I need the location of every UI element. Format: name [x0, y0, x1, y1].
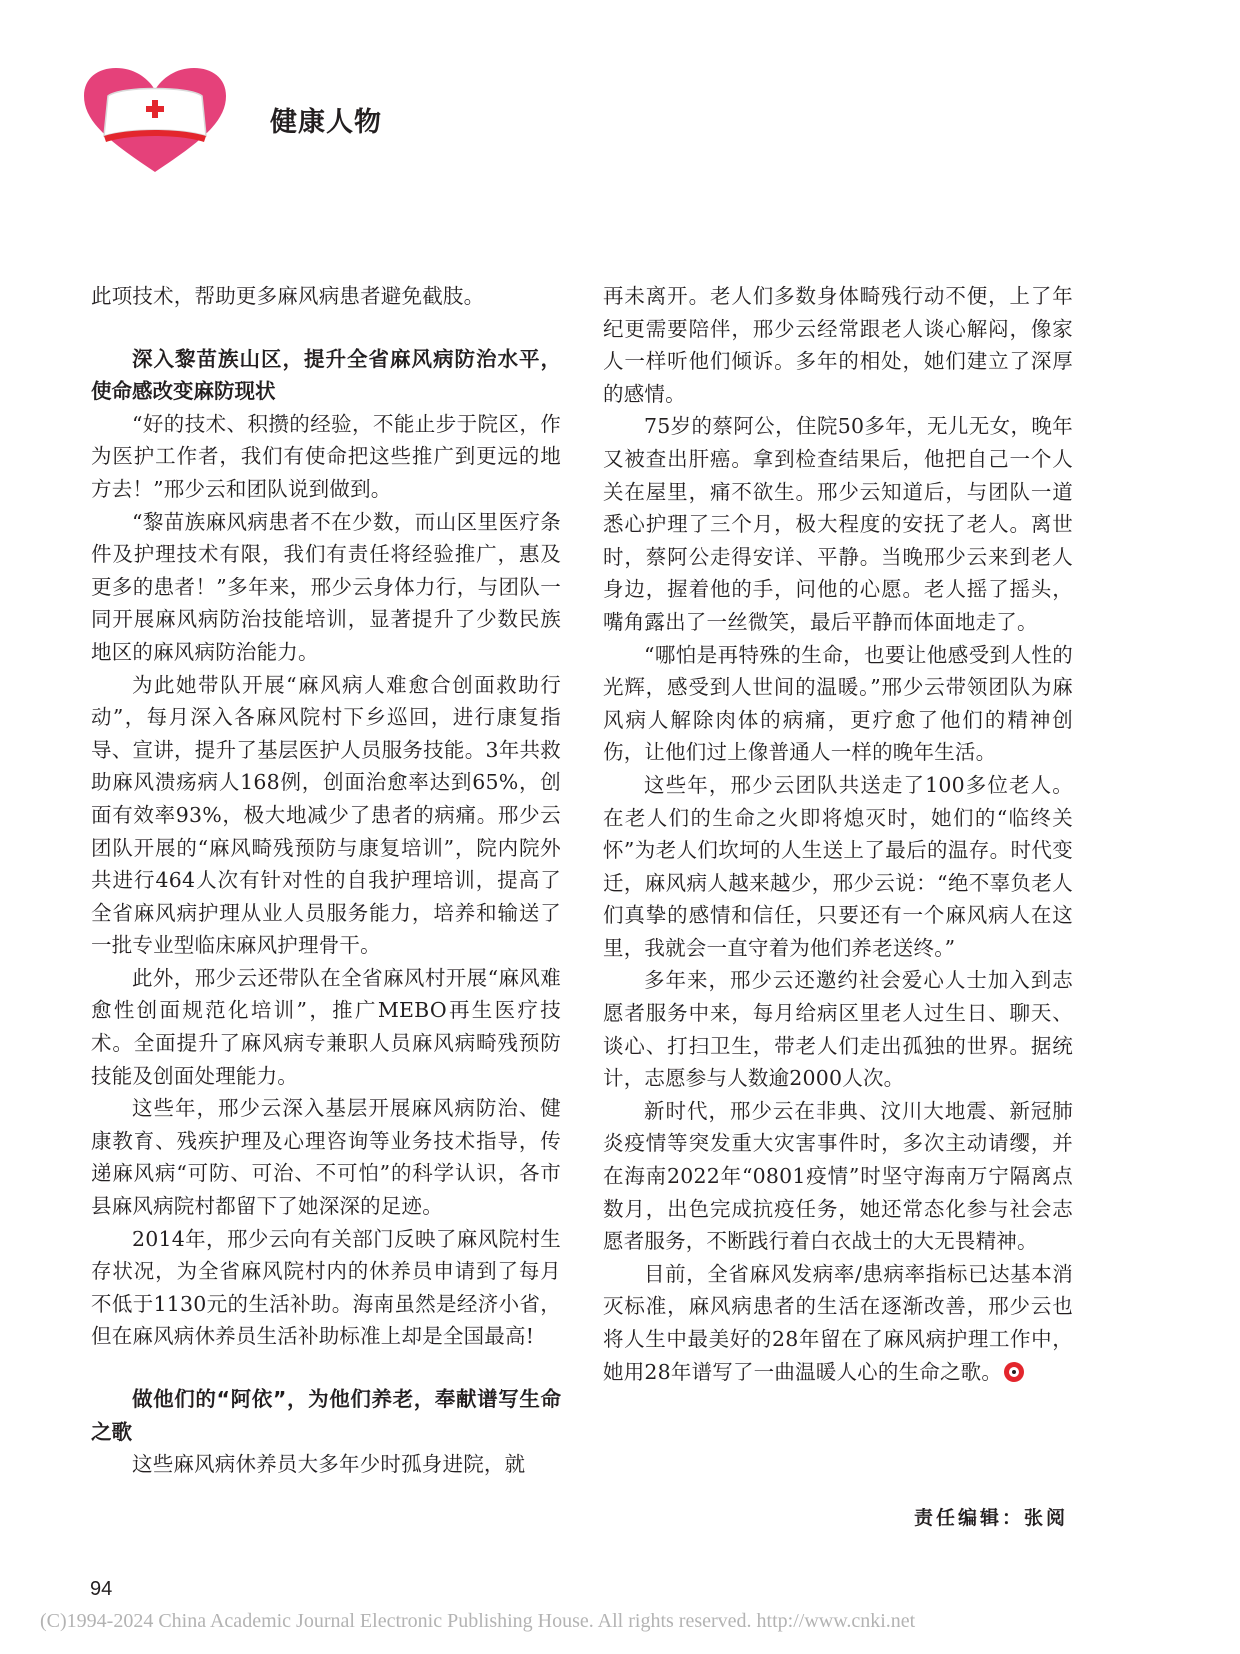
paragraph: 多年来，邢少云还邀约社会爱心人士加入到志愿者服务中来，每月给病区里老人过生日、聊天、谈心、打扫卫生，带老人们走出孤独的世界。据统计，志愿参与人数逾2000人次。	[603, 968, 1073, 1091]
paragraph: “哪怕是再特殊的生命，也要让他感受到人性的光辉，感受到人世间的温暖。”邢少云带领团队为麻风病人解除肉体的病痛，更疗愈了他们的精神创伤，让他们过上像普通人一样的晚年生活。	[603, 642, 1073, 765]
paragraph: 再未离开。老人们多数身体畸残行动不便，上了年纪更需要陪伴，邢少云经常跟老人谈心解闷，像家人一样听他们倾诉。多年的相处，她们建立了深厚的感情。	[603, 284, 1073, 406]
paragraph: 这些年，邢少云深入基层开展麻风病防治、健康教育、残疾护理及心理咨询等业务技术指导，传递麻风病“可防、可治、不可怕”的科学认识，各市县麻风病院村都留下了她深深的足迹。	[91, 1096, 561, 1219]
paragraph: 此项技术，帮助更多麻风病患者避免截肢。	[91, 284, 485, 308]
subheading: 做他们的“阿依”，为他们养老，奉献谱写生命之歌	[91, 1387, 561, 1444]
paragraph: 这些麻风病休养员大多年少时孤身进院，就	[132, 1452, 526, 1477]
responsible-editor: 责任编辑：张阅	[913, 1507, 1068, 1529]
paragraph: 75岁的蔡阿公，住院50多年，无儿无女，晚年又被查出肝癌。拿到检查结果后，他把自己一个人关在屋里，痛不欲生。邢少云知道后，与团队一道悉心护理了三个月，极大程度的安抚了老人。离世时，蔡阿公走得安详、平静。当晚邢少云来到老人身边，握着他的手，问他的心愿。老人摇了摇头，嘴角露出了一丝微笑，最后平静而体面地走了。	[603, 414, 1073, 634]
section-title: 健康人物	[270, 107, 382, 138]
subheading: 深入黎苗族山区，提升全省麻风病防治水平，使命感改变麻防现状	[91, 346, 561, 404]
paragraph: “好的技术、积攒的经验，不能止步于院区，作为医护工作者，我们有使命把这些推广到更远的地方去！”邢少云和团队说到做到。	[91, 411, 561, 501]
paragraph: 此外，邢少云还带队在全省麻风村开展“麻风难愈性创面规范化培训”，推广MEBO再生医疗技术。全面提升了麻风病专兼职人员麻风病畸残预防技能及创面处理能力。	[91, 965, 561, 1088]
section-gap	[91, 1353, 561, 1383]
end-of-article-icon	[1004, 1362, 1024, 1382]
paragraph: 2014年，邢少云向有关部门反映了麻风院村生存状况，为全省麻风院村内的休养员申请到了每月不低于1130元的生活补助。海南虽然是经济小省，但在麻风病休养员生活补助标准上却是全国最高!	[91, 1226, 561, 1349]
paragraph: 为此她带队开展“麻风病人难愈合创面救助行动”，每月深入各麻风院村下乡巡回，进行康复指导、宣讲，提升了基层医护人员服务技能。3年共救助麻风溃疡病人168例，创面治愈率达到65%，创面有效率93%，极大地减少了患者的病痛。邢少云团队开展的“麻风畸残预防与康复培训”，院内院外共进行464人次有针对性的自我护理培训，提高了全省麻风病护理从业人员服务能力，培养和输送了一批专业型临床麻风护理骨干。	[91, 672, 561, 958]
heart-nurse-cap-logo	[80, 66, 230, 178]
section-gap	[91, 313, 561, 343]
article-column-left	[91, 280, 561, 1481]
page-number: 94	[90, 1578, 113, 1600]
paragraph: 目前，全省麻风发病率/患病率指标已达基本消灭标准，麻风病患者的生活在逐渐改善，邢少云也将人生中最美好的28年留在了麻风病护理工作中，她用28年谱写了一曲温暖人心的生命之歌。	[603, 1261, 1073, 1384]
paragraph: “黎苗族麻风病患者不在少数，而山区里医疗条件及护理技术有限，我们有责任将经验推广，惠及更多的患者！”多年来，邢少云身体力行，与团队一同开展麻风病防治技能培训，显著提升了少数民族地区的麻风病防治能力。	[91, 509, 561, 664]
heart-icon	[80, 66, 230, 178]
paragraph: 新时代，邢少云在非典、汶川大地震、新冠肺炎疫情等突发重大灾害事件时，多次主动请缨，并在海南2022年“0801疫情”时坚守海南万宁隔离点数月，出色完成抗疫任务，她还常态化参与社会志愿者服务，不断践行着白衣战士的大无畏精神。	[603, 1098, 1073, 1254]
copyright-notice: (C)1994-2024 China Academic Journal Electronic Publishing House. All rights reserved. http://www.cnki.net	[40, 1610, 916, 1632]
article-column-right	[603, 280, 1073, 1388]
paragraph: 这些年，邢少云团队共送走了100多位老人。在老人们的生命之火即将熄灭时，她们的“临终关怀”为老人们坎坷的人生送上了最后的温存。时代变迁，麻风病人越来越少，邢少云说：“绝不辜负老人们真挚的感情和信任，只要还有一个麻风病人在这里，我就会一直守着为他们养老送终。”	[603, 772, 1073, 960]
